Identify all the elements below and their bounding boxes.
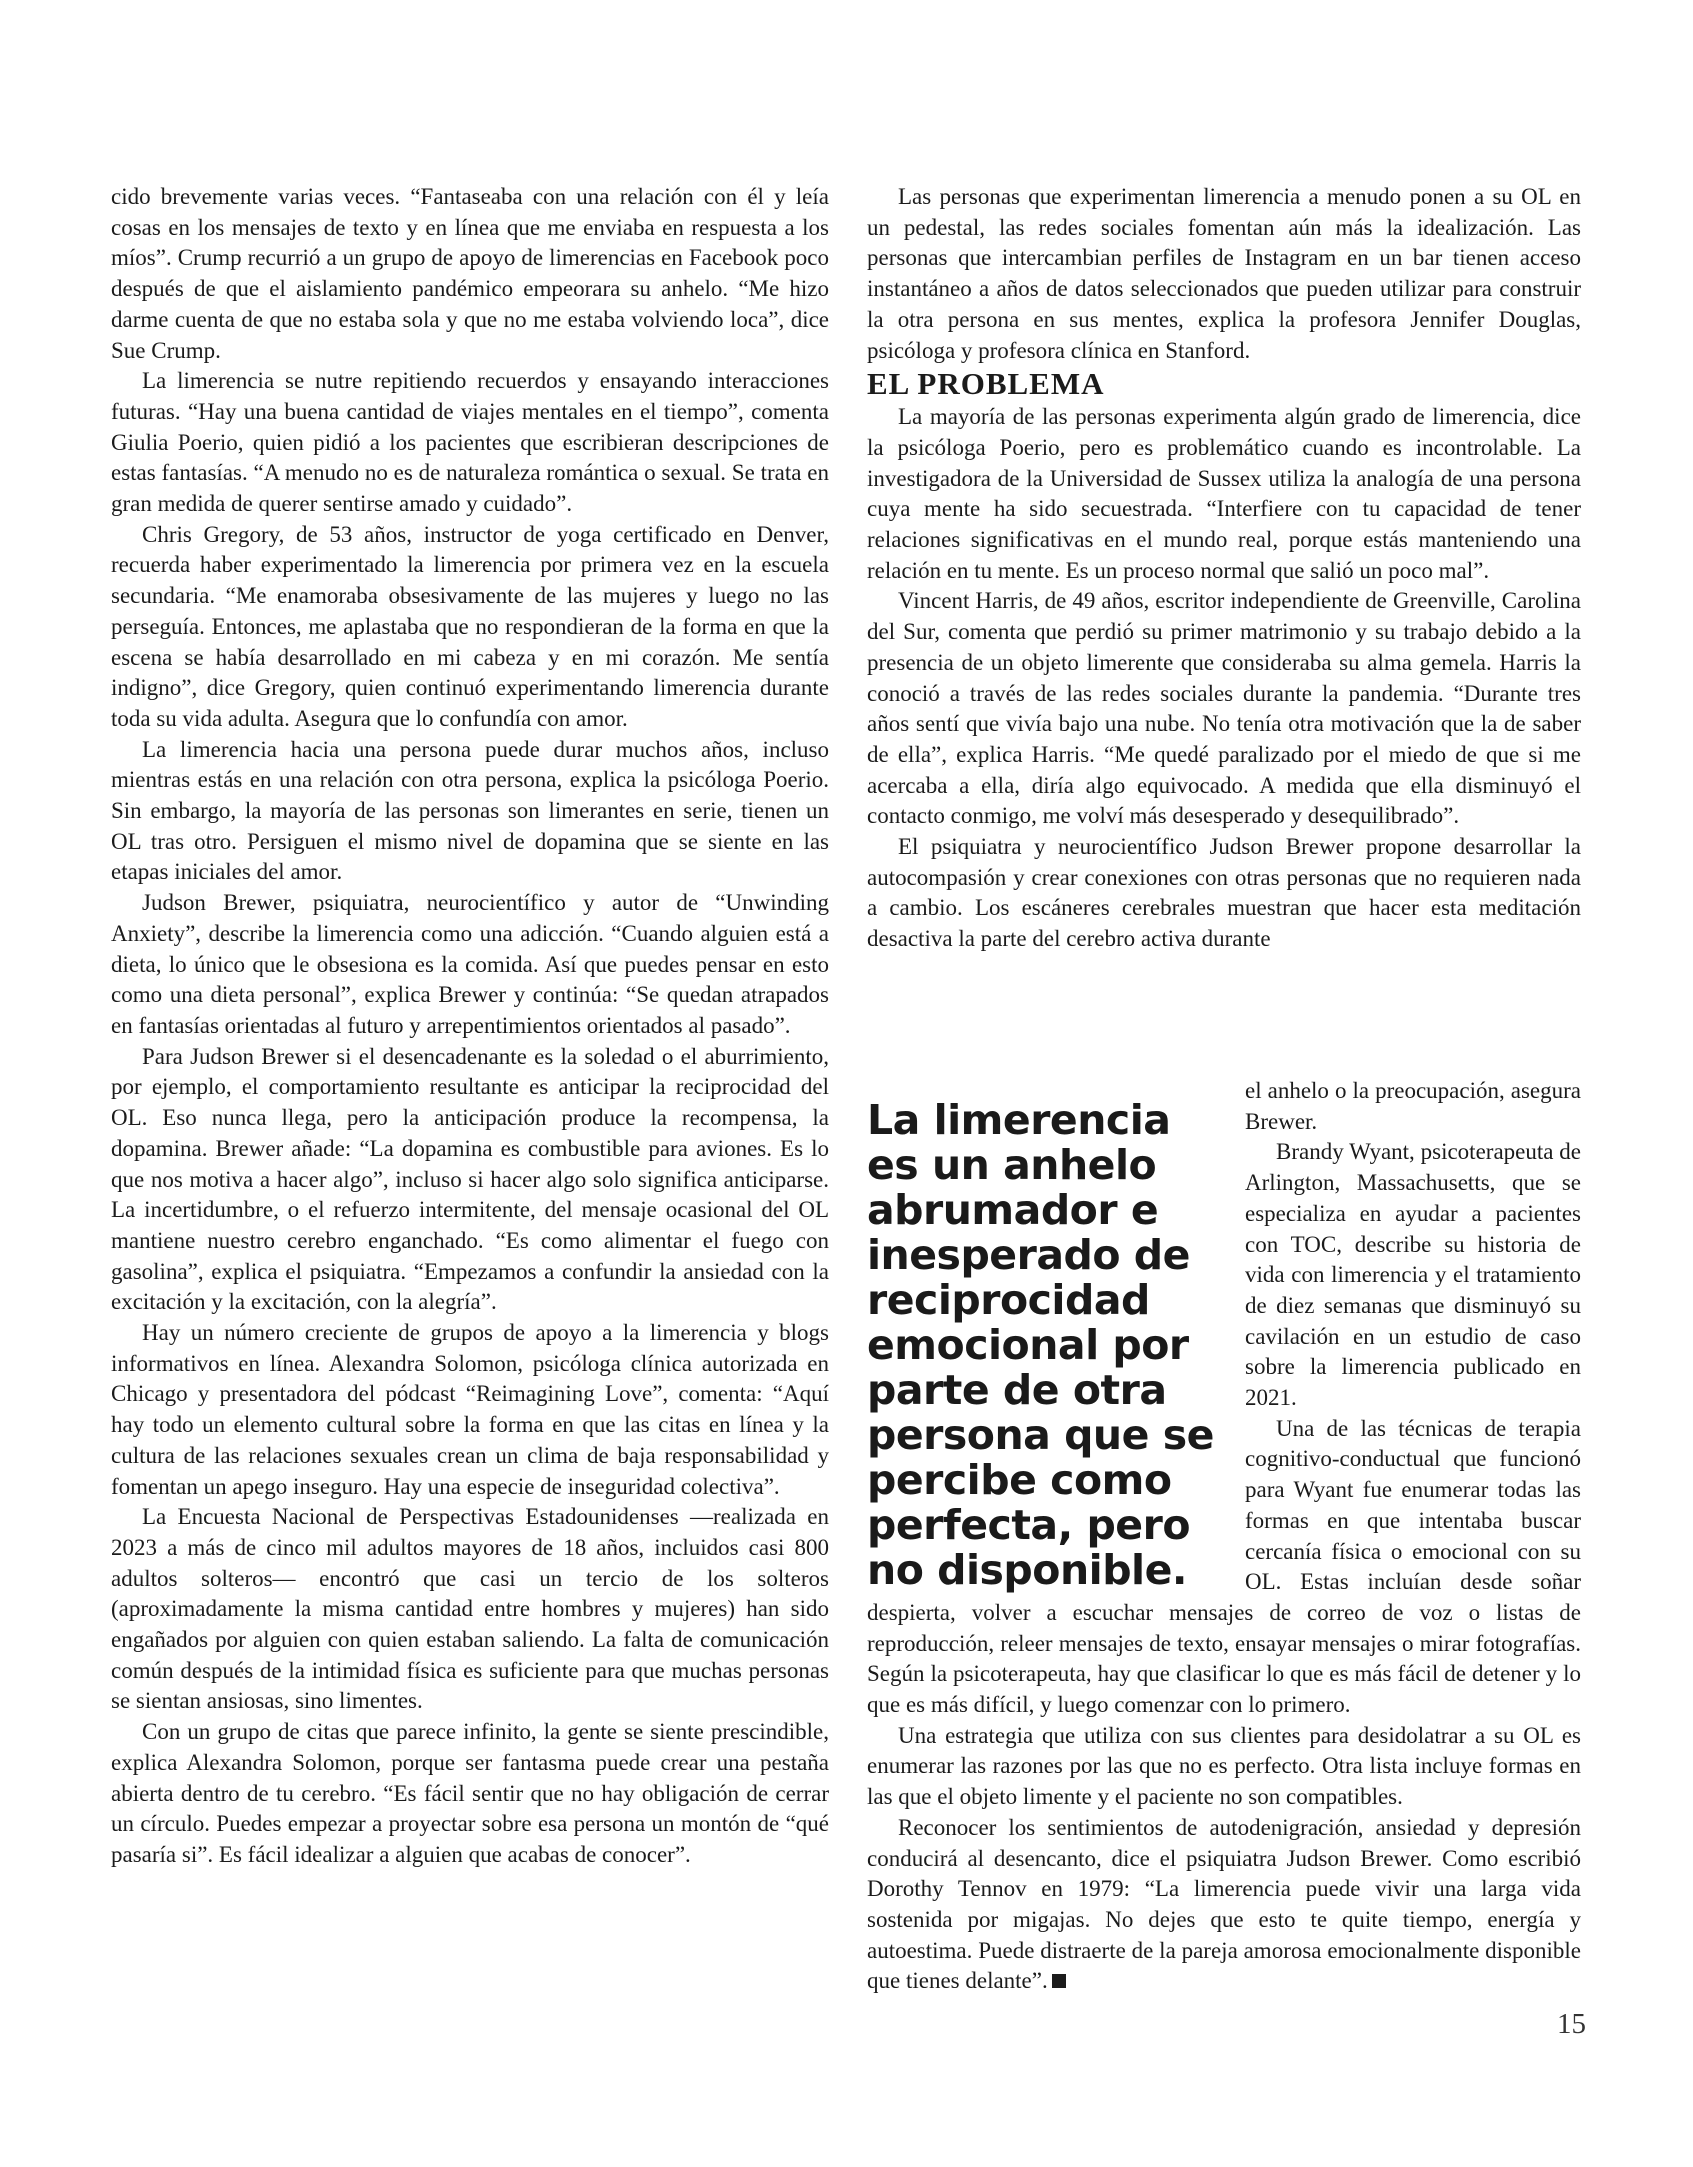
paragraph: La Encuesta Nacional de Perspectivas Estadounidenses —realizada en 2023 a más de cinco mil adultos mayores de 18 años, incluidos casi 800 adultos solteros— encontró que casi un tercio de los solteros (aproximadamente la misma cantidad entre hombres y mujeres) han sido engañados por alguien con quien estaban saliendo. La falta de comunicación común después de la intimidad física es suficiente para que muchas personas se sientan ansiosas, sino limentes. <box>111 1504 829 1714</box>
paragraph: cido brevemente varias veces. “Fantaseaba con una relación con él y leía cosas en los mensajes de texto y en línea que me enviaba en respuesta a los míos”. Crump recurrió a un grupo de apoyo de limerencias en Facebook poco después de que el aislamiento pandémico empeorara su anhelo. “Me hizo darme cuenta de que no estaba sola y que no me estaba volviendo loca”, dice Sue Crump. <box>111 184 829 363</box>
paragraph: Una estrategia que utiliza con sus clientes para desidolatrar a su OL es enumerar las razones por las que no es perfecto. Otra lista incluye formas en las que el objeto limente y el paciente no son compatibles. <box>867 1722 1581 1810</box>
paragraph: Las personas que experimentan limerencia a menudo ponen a su OL en un pedestal, las redes sociales fomentan aún más la idealización. Las personas que intercambian perfiles de Instagram en un bar tienen acceso instantáneo a años de datos seleccionados que pueden utilizar para construir la otra persona en sus mentes, explica la profesora Jennifer Douglas, psicóloga y profesora clínica en Stanford. <box>867 184 1581 363</box>
paragraph: La limerencia hacia una persona puede durar muchos años, incluso mientras estás en una relación con otra persona, explica la psicóloga Poerio. Sin embargo, la mayoría de las personas son limerantes en serie, tienen un OL tras otro. Persiguen el mismo nivel de dopamina que se siente en las etapas iniciales del amor. <box>111 736 829 885</box>
paragraph: Una de las técnicas de terapia cognitivo-conductual que funcionó para Wyant fue enumerar todas las formas en que intentaba buscar cercanía física o emocional con su OL. Estas incluían desde soñar despierta, volver a escuchar mensajes de correo de voz o listas de reproducción, releer mensajes de texto, ensayar mensajes o mirar fotografías. Según la psicoterapeuta, hay que clasificar lo que es más fácil de detener y lo que es más difícil, y luego comenzar con lo primero. <box>867 1415 1581 1718</box>
paragraph-text: Reconocer los sentimientos de autodenigración, ansiedad y depresión conducirá al desencanto, dice el psiquiatra Judson Brewer. Como escribió Dorothy Tennov en 1979: “La limerencia puede vivir una larga vida sostenida por migajas. No dejes que esto te quite tiempo, energía y autoestima. Puede distraerte de la pareja amorosa emocionalmente disponible que tienes delante”. <box>867 1814 1581 1994</box>
paragraph: Judson Brewer, psiquiatra, neurocientífico y autor de “Unwinding Anxiety”, describe la limerencia como una adicción. “Cuando alguien está a dieta, lo único que le obsesiona es la comida. Así que puedes pensar en esto como una dieta personal”, explica Brewer y continúa: “Se quedan atrapados en fantasías orientadas al futuro y arrepentimientos orientados al pasado”. <box>111 890 829 1038</box>
paragraph: La mayoría de las personas experimenta algún grado de limerencia, dice la psicóloga Poerio, pero es problemático cuando es incontrolable. La investigadora de la Universidad de Sussex utiliza la analogía de una persona cuya mente ha sido secuestrada. “Interfiere con tu capacidad de tener relaciones significativas en el mundo real, porque estás manteniendo una relación en tu mente. Es un proceso normal que salió un poco mal”. <box>867 404 1581 583</box>
paragraph: Con un grupo de citas que parece infinito, la gente se siente prescindible, explica Alexandra Solomon, porque ser fantasma puede crear una pestaña abierta dentro de tu cerebro. “Es fácil sentir que no hay obligación de cerrar un círculo. Puedes empezar a proyectar sobre esa persona un montón de “qué pasaría si”. Es fácil idealizar a alguien que acabas de conocer”. <box>111 1719 829 1867</box>
right-column <box>867 182 1581 955</box>
paragraph: Brandy Wyant, psicoterapeuta de Arlington, Massachusetts, que se especializa en ayudar a pacientes con TOC, describe su historia de vida con limerencia y el tratamiento de diez semanas que disminuyó su cavilación en un estudio de caso sobre la limerencia publicado en 2021. <box>1245 1139 1581 1411</box>
end-of-article-square-icon <box>1052 1974 1066 1988</box>
paragraph: El psiquiatra y neurocientífico Judson Brewer propone desarrollar la autocompasión y crear conexiones con otras personas que no requieren nada a cambio. Los escáneres cerebrales muestran que hacer esta meditación desactiva la parte del cerebro activa durante <box>867 834 1581 952</box>
paragraph: Vincent Harris, de 49 años, escritor independiente de Greenville, Carolina del Sur, comenta que perdió su primer matrimonio y su trabajo debido a la presencia de un objeto limerente que consideraba su alma gemela. Harris la conoció a través de las redes sociales durante la pandemia. “Durante tres años sentí que vivía bajo una nube. No tenía otra motivación que la de saber de ella”, explica Harris. “Me quedé paralizado por el miedo de que si me acercaba a ella, diría algo equivocado. A medida que ella disminuyó el contacto conmigo, me volví más desesperado y desequilibrado”. <box>867 588 1581 829</box>
paragraph <box>867 1813 1581 1997</box>
paragraph: Hay un número creciente de grupos de apoyo a la limerencia y blogs informativos en línea. Alexandra Solomon, psicóloga clínica autorizada en Chicago y presentadora del pódcast “Reimagining Love”, comenta: “Aquí hay todo un elemento cultural sobre la forma en que las citas en línea y la cultura de las relaciones sexuales crean un clima de baja responsabilidad y fomentan un apego inseguro. Hay una especie de inseguridad colectiva”. <box>111 1320 829 1499</box>
paragraph: La limerencia se nutre repitiendo recuerdos y ensayando interacciones futuras. “Hay una buena cantidad de viajes mentales en el tiempo”, comenta Giulia Poerio, quien pidió a los pacientes que escribieran descripciones de estas fantasías. “A menudo no es de naturaleza romántica o sexual. Se trata en gran medida de querer sentirse amado y cuidado”. <box>111 368 829 517</box>
page-number: 15 <box>1557 2008 1586 2040</box>
pull-quote-wrap <box>867 1076 1581 1997</box>
paragraph: Chris Gregory, de 53 años, instructor de yoga certificado en Denver, recuerda haber experimentado la limerencia por primera vez en la escuela secundaria. “Me enamoraba obsesivamente de las mujeres y luego no las perseguía. Entonces, me aplastaba que no respondieran de la forma en que la escena se había desarrollado en mi cabeza y en mi corazón. Me sentía indigno”, dice Gregory, quien continuó experimentando limerencia durante toda su vida adulta. Asegura que lo confundía con amor. <box>111 521 829 731</box>
paragraph: el anhelo o la preocupación, asegura Brewer. <box>1245 1078 1581 1134</box>
paragraph: Para Judson Brewer si el desencadenante es la soledad o el aburrimiento, por ejemplo, el comportamiento resultante es anticipar la reciprocidad del OL. Eso nunca llega, pero la anticipación produce la recompensa, la dopamina. Brewer añade: “La dopamina es combustible para aviones. Es lo que nos motiva a hacer algo”, incluso si hacer algo solo significa anticiparse. La incertidumbre, o el refuerzo intermitente, del mensaje ocasional del OL mantiene nuestro cerebro enganchado. “Es como alimentar el fuego con gasolina”, explica el psiquiatra. “Empezamos a confundir la ansiedad con la excitación y la excitación, con la alegría”. <box>111 1043 829 1315</box>
pull-quote: La limerencia es un anhelo abrumador e inesperado de reciprocidad emocional por parte de otra persona que se percibe como perfecta, pero no disponible. <box>867 1096 1214 1594</box>
left-column <box>111 182 829 1871</box>
section-heading: EL PROBLEMA <box>867 366 1105 402</box>
